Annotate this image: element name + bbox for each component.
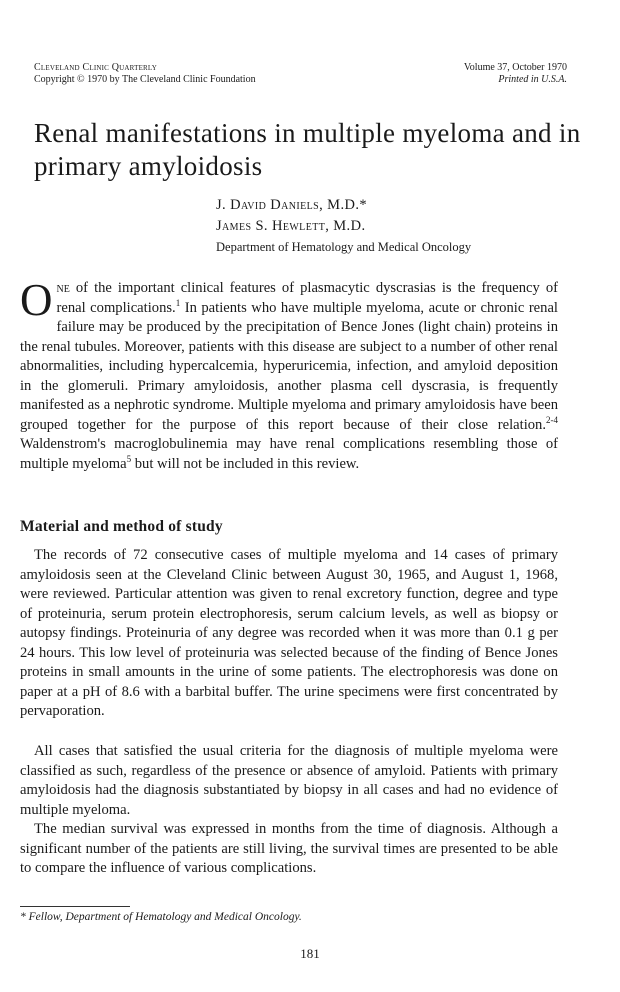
journal-header [34,62,256,86]
section-heading: Material and method of study [20,518,223,535]
intro-text-4: but will not be included in this review. [131,455,360,472]
intro-lead: ne [56,280,70,296]
author-daniels: J. David Daniels, M.D.* [216,197,368,213]
author-department: Department of Hematology and Medical Oncology [216,240,472,254]
footnote: * Fellow, Department of Hematology and Medical Oncology. [20,911,302,923]
author-hewlett: James S. Hewlett, M.D. [216,218,366,234]
article-title: Renal manifestations in multiple myeloma and in primary amyloidosis [34,118,581,181]
issue-header [464,62,567,86]
drop-cap: O [20,275,53,325]
citation-5: 5 [126,453,132,464]
methods-paragraph-2: All cases that satisfied the usual criteria for the diagnosis of multiple myeloma were classified as such, regardless of the presence or absence of amyloid. Patients with primary amyloidosis had the diagnosis substantiated by biopsy in all cases and had no evidence of multiple myeloma. [20,743,558,818]
intro-text-2: In patients who have multiple myeloma, acute or chronic renal failure may be produced by the precipitation of Bence Jones (light chain) proteins in the renal tubules. Moreover, patients with this disease are subject to a number of other renal abnormalities, including hypercalcemia, hyperuricemia, infection, and amyloid deposition in the glomeruli. Primary amyloidosis, another plasma cell dyscrasia, is frequently manifested as a nephrotic syndrome. Multiple myeloma and primary amyloidosis have been grouped together for the purpose of this report because of their close relation. [20,299,558,433]
methods-paragraph-3: The median survival was expressed in months from the time of diagnosis. Although a significant number of the patients are still living, the survival times are presented to be able to compare the influence of various complications. [20,821,558,876]
methods-paragraph-1: The records of 72 consecutive cases of multiple myeloma and 14 cases of primary amyloidosis seen at the Cleveland Clinic between August 30, 1965, and August 1, 1968, were reviewed. Particular attention was given to renal excretory function, degree and type of proteinuria, serum protein electrophoresis, serum calcium levels, as well as biopsy or autopsy findings. Proteinuria of any degree was recorded when it was more than 0.1 g per 24 hours. This low level of proteinuria was selected because of the finding of Bence Jones proteins in small amounts in the urine of some patients. The electrophoresis was done on paper at a pH of 8.6 with a barbital buffer. The urine specimens were first concentrated by pervaporation. [20,547,558,719]
page-number: 181 [300,946,320,961]
printed-line: Printed in U.S.A. [498,74,567,85]
citation-1: 1 [175,297,181,308]
copyright-line: Copyright © 1970 by The Cleveland Clinic Foundation [34,74,256,85]
intro-paragraph [20,275,558,474]
citation-2-4: 2-4 [546,414,558,425]
footnote-divider [20,906,130,907]
volume-line: Volume 37, October 1970 [463,62,567,73]
author-block [216,195,471,258]
journal-name: Cleveland Clinic Quarterly [34,62,157,73]
intro-text-1: of the important clinical features of plasmacytic dyscrasias is the frequency of renal complications. [56,280,558,316]
intro-text-3: Waldenstrom's macroglobulinemia may have renal complications resembling those of multiple myeloma [20,436,558,472]
